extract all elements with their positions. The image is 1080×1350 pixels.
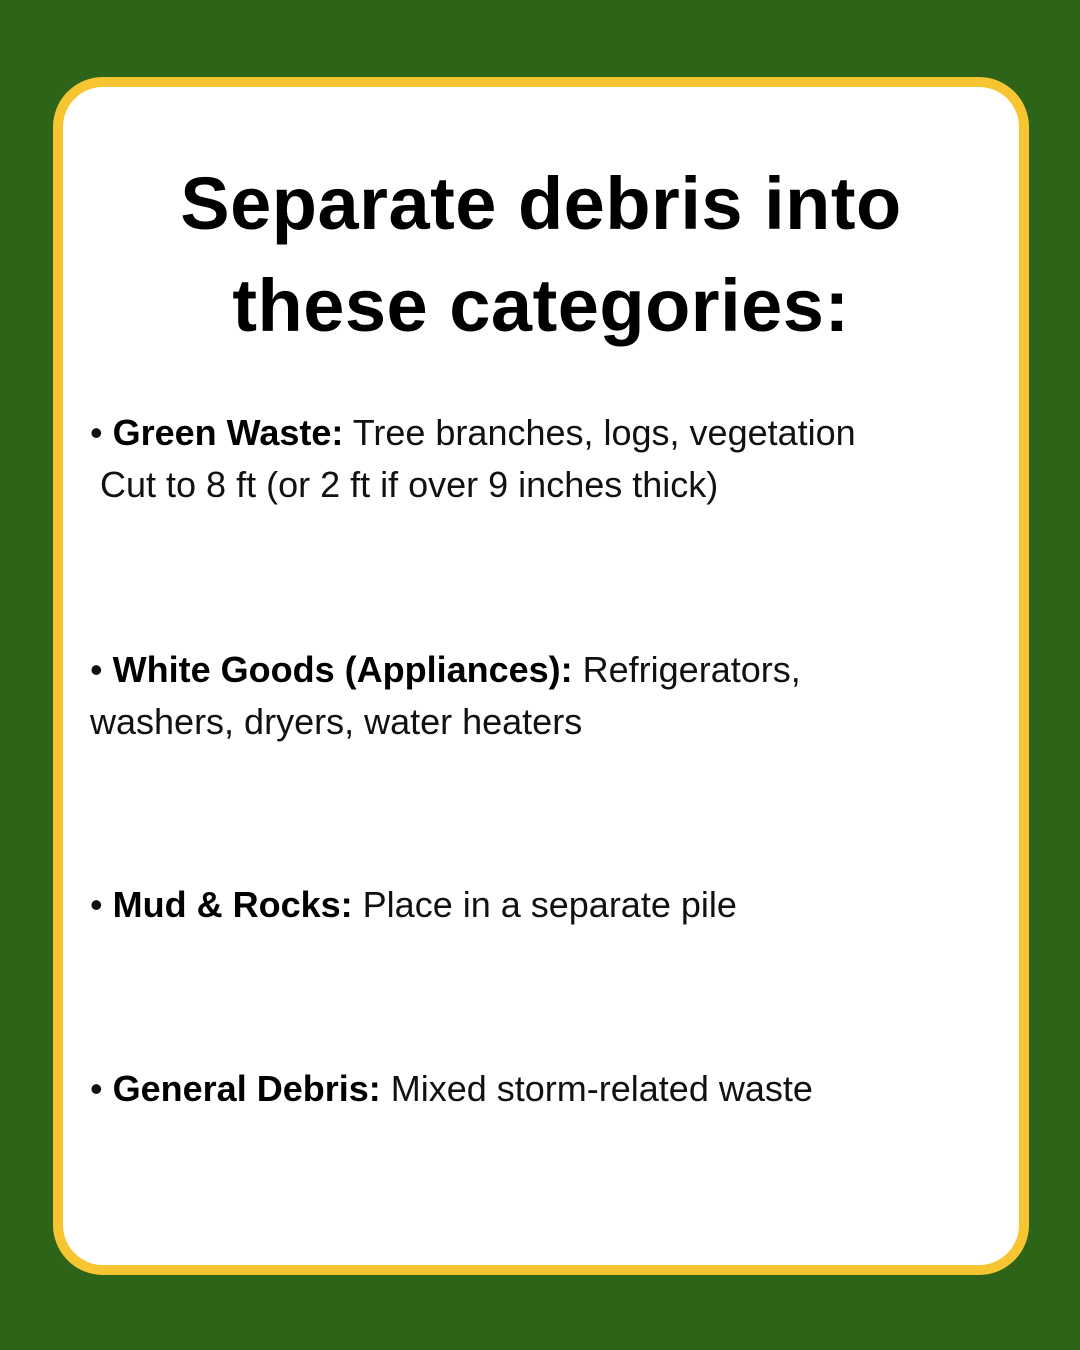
item-label: Green Waste: [112, 412, 344, 453]
item-text-continued: Cut to 8 ft (or 2 ft if over 9 inches thick) [90, 464, 719, 505]
item-label: White Goods (Appliances): [112, 649, 573, 690]
item-label: Mud & Rocks: [112, 884, 353, 925]
info-card [53, 77, 1029, 1275]
list-item-white-goods [90, 644, 979, 748]
bullet: • [90, 1068, 103, 1109]
bullet: • [90, 412, 103, 453]
title-line-1: Separate debris into [180, 162, 902, 245]
item-label: General Debris: [112, 1068, 381, 1109]
bullet: • [90, 649, 103, 690]
item-text: Place in a separate pile [362, 884, 737, 925]
item-text: Refrigerators, [582, 649, 801, 690]
list-item-general-debris [90, 1063, 979, 1115]
title-line-2: these categories: [232, 264, 850, 347]
list-item-mud-rocks [90, 879, 979, 931]
list-item-green-waste [90, 407, 979, 511]
page-title [63, 153, 1019, 357]
item-text: Mixed storm-related waste [390, 1068, 813, 1109]
bullet: • [90, 884, 103, 925]
item-text-continued: washers, dryers, water heaters [90, 701, 583, 742]
item-text: Tree branches, logs, vegetation [352, 412, 856, 453]
